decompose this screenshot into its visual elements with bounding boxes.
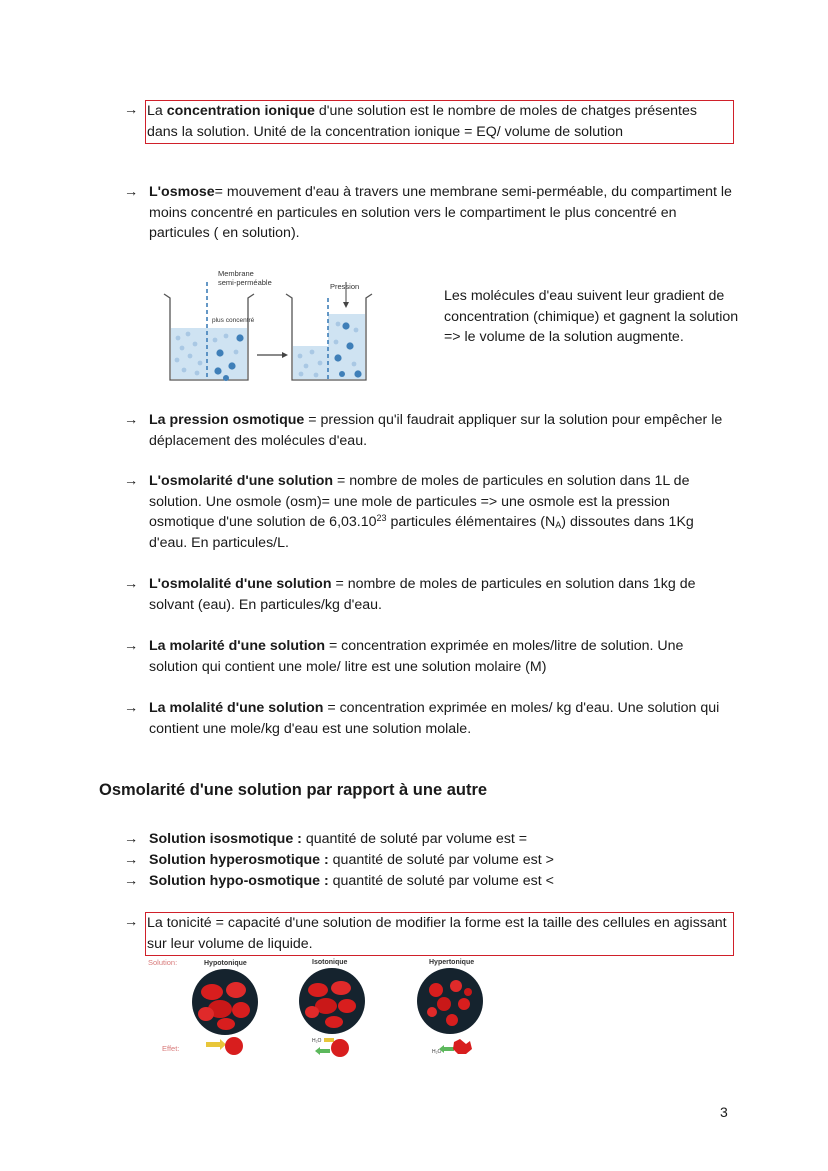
item-osmolarite	[124, 471, 734, 553]
isotonic-label: Isotonique	[312, 959, 348, 966]
item-text: particules élémentaires (N	[386, 514, 556, 530]
item-hyperosmotique	[124, 850, 734, 871]
hypotonic-effect	[206, 1037, 243, 1055]
isotonic-effect	[312, 1038, 349, 1057]
item-text: La	[147, 103, 167, 119]
subscript: A	[555, 520, 562, 530]
arrow-icon: →	[124, 873, 139, 889]
item-term: Solution hypo-osmotique :	[149, 873, 329, 889]
item-term: La pression osmotique	[149, 412, 305, 428]
arrow-icon: →	[124, 412, 139, 428]
exponent: 23	[376, 513, 387, 523]
effect-label: Effet:	[162, 1044, 180, 1053]
item-term: La molarité d'une solution	[149, 638, 325, 654]
item-osmose	[124, 182, 734, 244]
item-isosmotique	[124, 829, 734, 850]
arrow-icon: →	[124, 700, 139, 716]
hypertonic-cells	[417, 968, 483, 1034]
page-number: 3	[720, 1104, 728, 1120]
hypotonic-label: Hypotonique	[204, 960, 247, 967]
osmosis-explanation: Les molécules d'eau suivent leur gradient de concentration (chimique) et gagnent la solution => le volume de la solution augmente.	[444, 288, 739, 345]
osmosis-diagram	[160, 268, 375, 386]
item-text: ) dissoutes dans 1Kg d'eau. En particules/L.	[149, 514, 694, 551]
item-text: = concentration exprimée en moles/litre de solution. Une solution qui contient une mole/ litre est une solution molaire (M)	[149, 638, 684, 675]
solution-label: Solution:	[148, 958, 178, 967]
arrow-head-icon	[282, 352, 288, 358]
item-text: = nombre de moles de particules en solution dans 1L de solution. Une osmole (osm)= une mole de particules => une osmole est la pression osmotique d'une solution de 6,03.10	[149, 473, 690, 530]
item-tonicite	[124, 912, 734, 956]
item-osmolalite	[124, 574, 734, 615]
arrow-icon: →	[124, 852, 139, 868]
arrow-icon: →	[124, 638, 139, 654]
item-text: = concentration exprimée en moles/ kg d'eau. Une solution qui contient une mole/kg d'eau est une solution molale.	[149, 700, 720, 737]
arrow-icon: →	[124, 576, 139, 592]
item-term: Solution hyperosmotique :	[149, 852, 329, 868]
item-term: L'osmolalité d'une solution	[149, 576, 332, 592]
item-molalite	[124, 698, 734, 739]
item-text: d'une solution est le nombre de moles de chatges présentes dans la solution. Unité de la concentration ionique = EQ/ volume de solution	[147, 103, 697, 140]
h2o-label: H₂O	[432, 1049, 442, 1055]
section-heading: Osmolarité d'une solution par rapport à une autre	[99, 781, 488, 799]
membrane-label-2: semi-perméable	[218, 278, 272, 287]
arrow-icon: →	[124, 914, 139, 930]
item-term: concentration ionique	[166, 103, 315, 119]
item-text: = nombre de moles de particules en solution dans 1kg de solvant (eau). En particules/kg d'eau.	[149, 576, 696, 613]
arrow-icon: →	[124, 473, 139, 489]
arrow-icon: →	[124, 831, 139, 847]
item-concentration-ionique	[124, 100, 734, 144]
item-text: = mouvement d'eau à travers une membrane semi-perméable, du compartiment le moins concentré en particules en solution vers le compartiment le plus concentré en particules ( en solution).	[149, 184, 732, 241]
pressure-arrow-head-icon	[343, 302, 349, 308]
arrow-icon: →	[124, 184, 139, 200]
highlight-box: La tonicité = capacité d'une solution de modifier la forme est la taille des cellules en agissant sur leur volume de liquide.	[145, 912, 734, 956]
item-molarite	[124, 636, 734, 677]
item-text: quantité de soluté par volume est <	[328, 873, 554, 889]
concentrated-label: plus concentré	[212, 317, 255, 324]
item-term: Solution isosmotique :	[149, 831, 302, 847]
highlight-box	[145, 100, 734, 144]
item-pression-osmotique	[124, 410, 734, 451]
h2o-label: H₂O	[312, 1038, 322, 1044]
isotonic-cells	[299, 968, 365, 1034]
item-term: La molalité d'une solution	[149, 700, 324, 716]
hypertonic-label: Hypertonique	[429, 959, 475, 966]
item-text: quantité de soluté par volume est =	[301, 831, 528, 847]
item-term: L'osmose	[149, 184, 215, 200]
hypertonic-effect	[432, 1039, 472, 1055]
item-text: = pression qu'il faudrait appliquer sur la solution pour empêcher le déplacement des molécules d'eau.	[149, 412, 723, 449]
pressure-label: Pression	[330, 282, 360, 291]
item-term: L'osmolarité d'une solution	[149, 473, 334, 489]
hypotonic-cells	[192, 969, 258, 1035]
item-hypo-osmotique	[124, 871, 734, 892]
membrane-label: Membrane	[218, 269, 254, 278]
tonicity-figure	[148, 954, 498, 1068]
arrow-icon: →	[124, 102, 139, 118]
item-text: quantité de soluté par volume est >	[328, 852, 554, 868]
